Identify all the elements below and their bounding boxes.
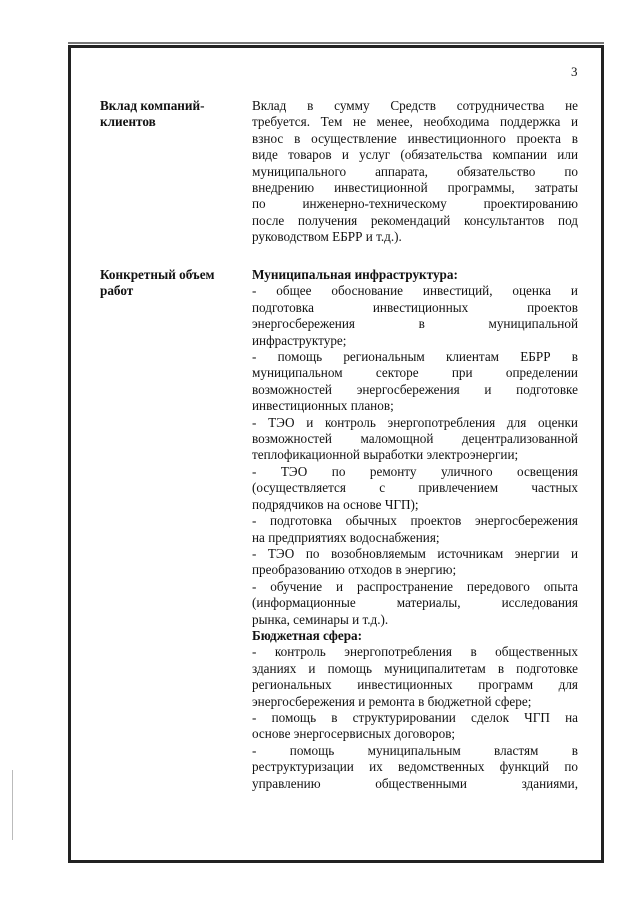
text-line: инвестиционных планов; [252,398,394,414]
text-line: (информационные материалы, исследования [252,595,578,611]
text-line: муниципальном секторе при определении [252,365,578,381]
text-line: - ТЭО по возобновляемым источникам энергии и [252,545,578,561]
text-line: энергосбережения в муниципальной [252,316,578,332]
text-line: на предприятиях водоснабжения; [252,529,440,545]
page-number: 3 [571,64,578,79]
text-line: рынка, семинары и т.д.). [252,611,389,627]
text-line: - помощь муниципальным властям в [252,742,578,758]
text-line: - помощь региональным клиентам ЕБРР в [252,349,578,365]
text-line: подрядчиков на основе ЧГП); [252,496,419,512]
text-line: региональных инвестиционных программ для [252,677,578,693]
client-contribution-text [252,98,578,246]
text-line: после получения рекомендаций консультантов под [252,212,578,228]
text-line: руководством ЕБРР и т.д.). [252,229,402,245]
text-line: - обучение и распространение передового опыта [252,578,578,594]
scan-artifact [12,770,13,840]
label-line: клиентов [100,114,156,129]
label-line: Конкретный объем [100,267,215,282]
label-line: работ [100,283,134,298]
scope-of-work-text [252,267,578,792]
text-line: возможностей энергосбережения и подготовке [252,381,578,397]
section-heading: Муниципальная инфраструктура: [252,267,458,282]
text-line: возможностей маломощной децентрализованной [252,431,578,447]
text-line: - ТЭО по ремонту уличного освещения [252,463,578,479]
text-line: требуется. Тем не менее, необходима поддержка и [252,114,578,130]
text-line: муниципального аппарата, обязательство по [252,163,578,179]
row-label-scope-of-work [100,267,240,299]
row-label-client-contribution [100,98,240,130]
text-line: подготовка инвестиционных проектов [252,299,578,315]
text-line: - подготовка обычных проектов энергосбережения [252,513,578,529]
frame-top-edge [68,42,604,44]
text-line: энергосбережения и ремонта в бюджетной сфере; [252,693,532,709]
text-line: - ТЭО и контроль энергопотребления для оценки [252,414,578,430]
text-line: основе энергосервисных договоров; [252,726,456,742]
text-line: теплофикационной выработки электроэнергии; [252,447,519,463]
text-line: Вклад в сумму Средств сотрудничества не [252,98,578,113]
text-line: виде товаров и услуг (обязательства компании или [252,147,578,163]
text-line: - помощь в структурировании сделок ЧГП на [252,709,578,725]
text-line: зданиях и помощь муниципалитетам в подготовке [252,660,578,676]
section-heading: Бюджетная сфера: [252,627,363,643]
text-line: - общее обоснование инвестиций, оценка и [252,283,578,299]
text-line: преобразованию отходов в энергию; [252,562,457,578]
text-line: - контроль энергопотребления в общественных [252,644,578,660]
text-line: внедрению инвестиционной программы, затраты [252,180,578,196]
text-line: инфраструктуре; [252,332,347,348]
text-line: (осуществляется с привлечением частных [252,480,578,496]
text-line: реструктуризации их ведомственных функций по [252,759,578,775]
text-line: взнос в осуществление инвестиционного проекта в [252,130,578,146]
label-line: Вклад компаний- [100,98,205,113]
text-line: по инженерно-техническому проектированию [252,196,578,212]
text-line: управлению общественными зданиями, [252,775,578,791]
